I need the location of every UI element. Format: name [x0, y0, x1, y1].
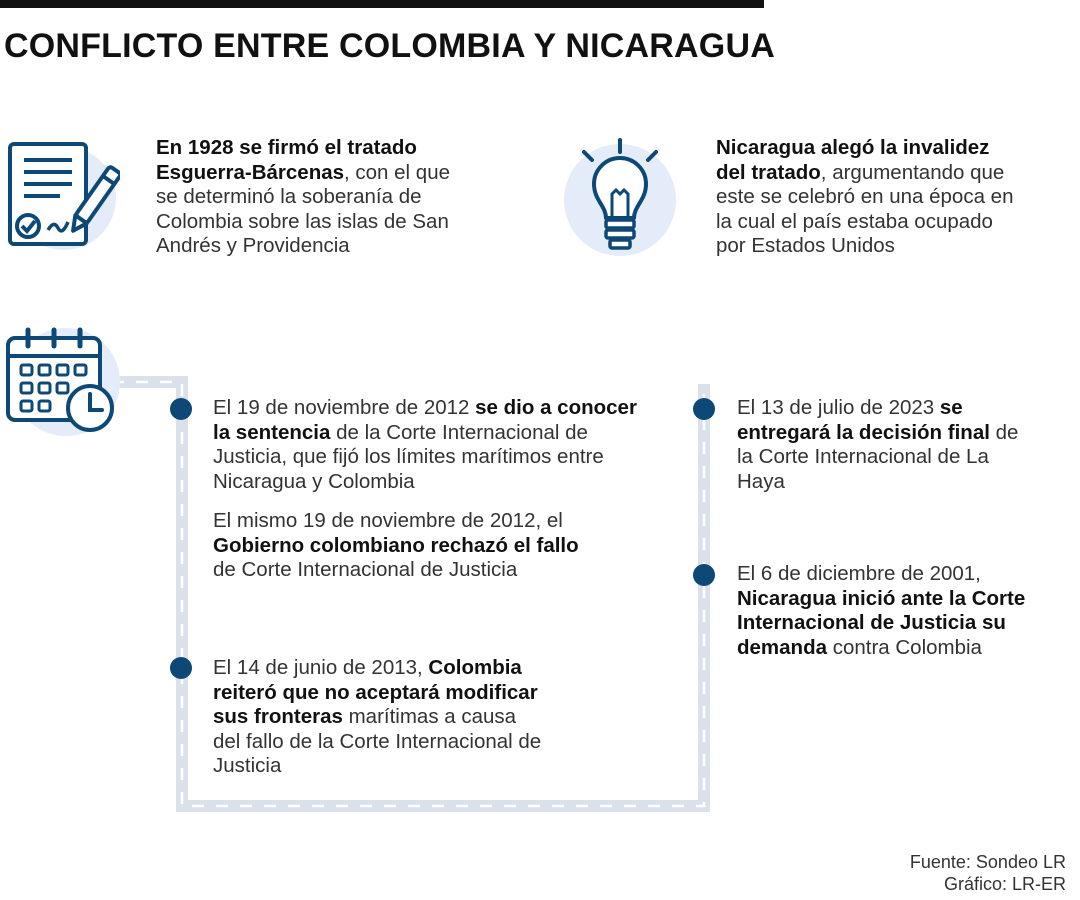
- source-text: Fuente: Sondeo LR: [909, 852, 1066, 872]
- page-title: CONFLICTO ENTRE COLOMBIA Y NICARAGUA: [4, 27, 775, 65]
- timeline-dot: [170, 657, 192, 679]
- event-2012-rejection: El mismo 19 de noviembre de 2012, el Gobierno colombiano rechazó el fallo de Corte Internacional de Justicia: [213, 509, 579, 581]
- event-2013-borders: El 14 de junio de 2013, Colombia reiteró que no aceptará modificar sus fronteras marítimas a causa del fallo de la Corte Internacional de Justicia: [213, 656, 542, 777]
- event-2023-decision: El 13 de julio de 2023 se entregará la decisión final de la Corte Internacional de La Haya: [737, 396, 1019, 493]
- fact-invalidity: Nicaragua alegó la invalidez del tratado, argumentando que este se celebró en una época en la cual el país estaba ocupado por Estados Unidos: [716, 136, 1014, 257]
- timeline-dot: [170, 398, 192, 420]
- lightbulb-icon: [562, 138, 678, 260]
- event-2012-sentence: El 19 de noviembre de 2012 se dio a conocer la sentencia de la Corte Internacional de Justicia, que fijó los límites marítimos entre Nicaragua y Colombia: [213, 396, 637, 493]
- calendar-clock-icon: [4, 324, 122, 440]
- timeline-dot: [693, 564, 715, 586]
- fact-treaty: En 1928 se firmó el tratado Esguerra-Bárcenas, con el que se determinó la soberanía de Colombia sobre las islas de San Andrés y Providencia: [156, 136, 451, 257]
- credit-text: Gráfico: LR-ER: [943, 874, 1066, 894]
- signed-document-icon: [4, 140, 120, 256]
- source-credits: [910, 851, 1066, 895]
- event-2001-lawsuit: El 6 de diciembre de 2001, Nicaragua inició ante la Corte Internacional de Justicia su demanda contra Colombia: [737, 562, 1026, 659]
- timeline-dot: [693, 398, 715, 420]
